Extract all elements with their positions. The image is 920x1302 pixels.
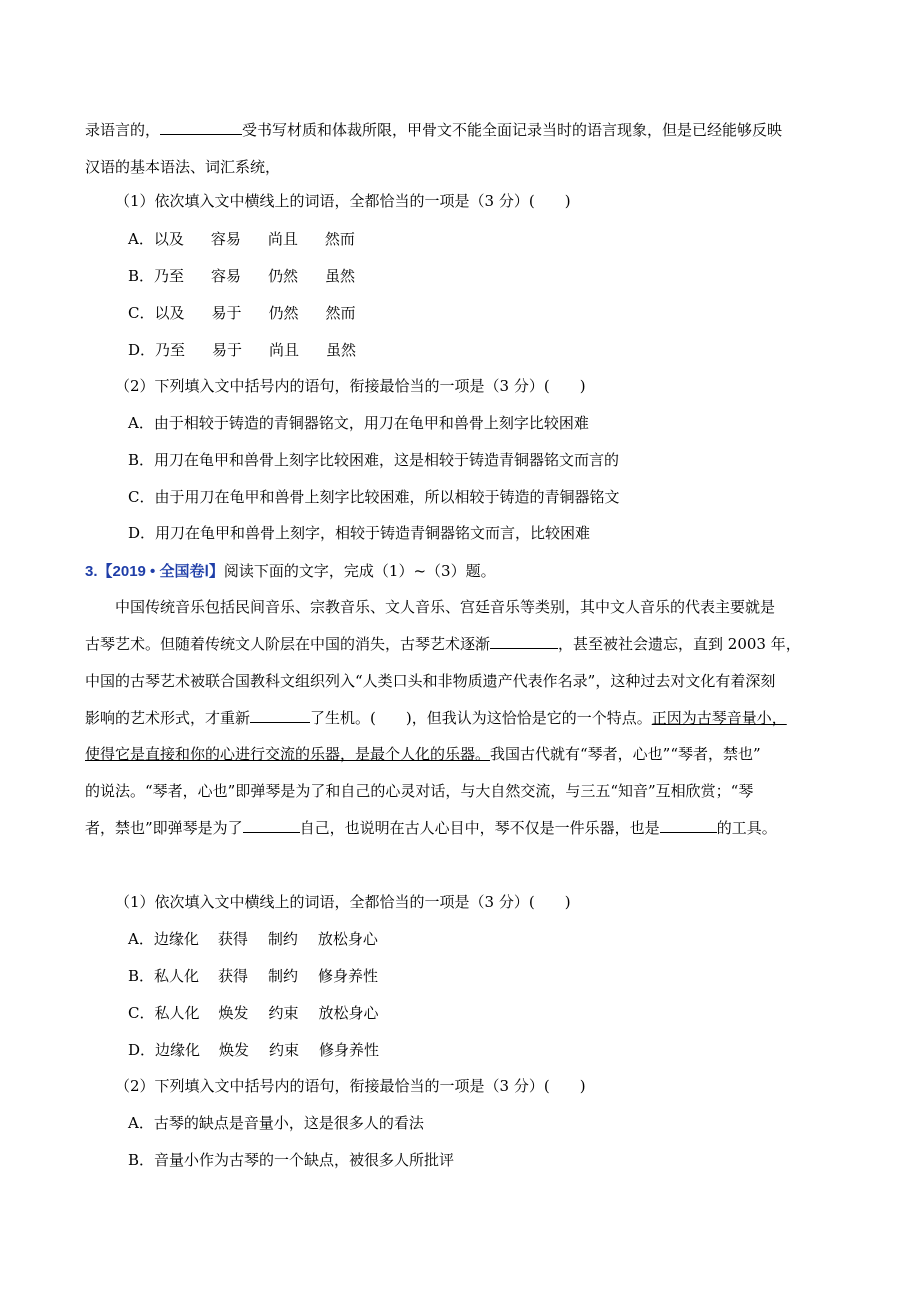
option-b: B．用刀在龟甲和兽骨上刻字比较困难，这是相较于铸造青铜器铭文而言的 <box>128 451 620 469</box>
passage2-line2: 古琴艺术。但随着传统文人阶层在中国的消失，古琴艺术逐渐 ，甚至被社会遗忘，直到 2003 年， <box>85 635 801 653</box>
underlined-sentence: 使得它是直接和你的心进行交流的乐器，是最个人化的乐器。 <box>85 745 491 763</box>
blank-line <box>160 120 242 135</box>
option-c: C．以及 易于 仍然 然而 <box>128 304 356 322</box>
passage1-line2: 汉语的基本语法、词汇系统， <box>85 158 281 176</box>
option-d: D．乃至 易于 尚且 虽然 <box>128 341 357 359</box>
option-a: A．以及 容易 尚且 然而 <box>128 230 355 248</box>
passage1-line1: 录语言的， 受书写材质和体裁所限，甲骨文不能全面记录当时的语言现象，但是已经能够反映 <box>85 121 783 139</box>
underlined-sentence: 正因为古琴音量小， <box>651 709 787 727</box>
blank-line <box>243 818 300 833</box>
passage2-line5: 使得它是直接和你的心进行交流的乐器，是最个人化的乐器。我国古代就有“琴者，心也”“琴者，禁也” <box>85 745 761 763</box>
option-d: D．用刀在龟甲和兽骨上刻字，相较于铸造青铜器铭文而言，比较困难 <box>128 524 591 542</box>
blank-line <box>250 708 310 723</box>
question-3-header <box>85 561 496 582</box>
question-stem: （2）下列填入文中括号内的语句，衔接最恰当的一项是（3 分）( ) <box>115 377 586 395</box>
question-number: 3. <box>85 563 98 580</box>
option-a: A．由于相较于铸造的青铜器铭文，用刀在龟甲和兽骨上刻字比较困难 <box>128 414 589 432</box>
blank-line <box>660 818 717 833</box>
question-stem: （1）依次填入文中横线上的词语，全都恰当的一项是（3 分）( ) <box>115 893 571 911</box>
instruction: 阅读下面的文字，完成（1）~（3）题。 <box>223 562 496 580</box>
question-stem: （1）依次填入文中横线上的词语，全都恰当的一项是（3 分）( ) <box>115 192 571 210</box>
passage2-line3: 中国的古琴艺术被联合国教科文组织列入“人类口头和非物质遗产代表作名录”，这种过去对文化有着深刻 <box>85 672 776 690</box>
passage2-line6: 的说法。“琴者，心也”即弹琴是为了和自己的心灵对话，与大自然交流，与三五“知音”互相欣赏；“琴 <box>85 782 754 800</box>
passage2-line7: 者，禁也”即弹琴是为了 自己，也说明在古人心目中，琴不仅是一件乐器，也是 的工具。 <box>85 819 777 837</box>
option-b: B．乃至 容易 仍然 虽然 <box>128 267 356 285</box>
option-a: A．边缘化 获得 制约 放松身心 <box>128 930 378 948</box>
source-tag: 【2019 • 全国卷Ⅰ】 <box>97 563 224 580</box>
option-d: D．边缘化 焕发 约束 修身养性 <box>128 1041 380 1059</box>
option-c: C．私人化 焕发 约束 放松身心 <box>128 1004 379 1022</box>
passage2-line4: 影响的艺术形式，才重新 了生机。( )，但我认为这恰恰是它的一个特点。正因为古琴音量小， <box>85 709 787 727</box>
passage2-line1: 中国传统音乐包括民间音乐、宗教音乐、文人音乐、宫廷音乐等类别，其中文人音乐的代表主要就是 <box>115 598 776 616</box>
option-a: A．古琴的缺点是音量小，这是很多人的看法 <box>128 1114 424 1132</box>
option-b: B．私人化 获得 制约 修身养性 <box>128 967 379 985</box>
option-b: B．音量小作为古琴的一个缺点，被很多人所批评 <box>128 1151 455 1169</box>
blank-line <box>490 634 558 649</box>
option-c: C．由于用刀在龟甲和兽骨上刻字比较困难，所以相较于铸造的青铜器铭文 <box>128 488 620 506</box>
question-stem: （2）下列填入文中括号内的语句，衔接最恰当的一项是（3 分）( ) <box>115 1077 586 1095</box>
